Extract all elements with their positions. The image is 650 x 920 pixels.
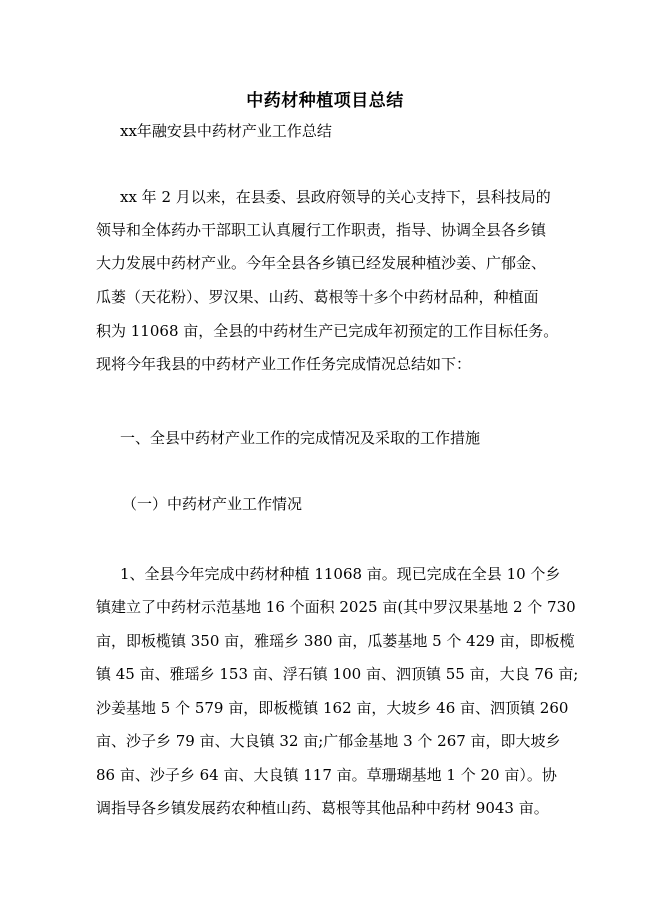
- para2-line: 调指导各乡镇发展药农种植山药、葛根等其他品种中药材 9043 亩。: [96, 799, 549, 817]
- para2-line: 镇建立了中药材示范基地 16 个面积 2025 亩(其中罗汉果基地 2 个 730: [96, 598, 576, 616]
- para1-line: 积为 11068 亩，全县的中药材生产已完成年初预定的工作目标任务。: [96, 322, 559, 340]
- section-heading-2: （一）中药材产业工作情况: [122, 495, 303, 513]
- para1-line: 领导和全体药办干部职工认真履行工作职责，指导、协调全县各乡镇: [96, 221, 547, 239]
- para2-line: 亩、沙子乡 79 亩、大良镇 32 亩;广郁金基地 3 个 267 亩，即大坡乡: [96, 732, 561, 750]
- para1-line: 瓜蒌（天花粉）、罗汉果、山药、葛根等十多个中药材品种，种植面: [96, 288, 539, 306]
- para2-line: 沙姜基地 5 个 579 亩，即板榄镇 162 亩，大坡乡 46 亩、泗顶镇 260: [96, 699, 569, 717]
- para2-line: 亩，即板榄镇 350 亩，雅瑶乡 380 亩，瓜蒌基地 5 个 429 亩，即板榄: [96, 632, 575, 650]
- document-title: 中药材种植项目总结: [246, 91, 404, 111]
- section-heading-1: 一、全县中药材产业工作的完成情况及采取的工作措施: [120, 429, 481, 447]
- para2-line: 1、全县今年完成中药材种植 11068 亩。现已完成在全县 10 个乡: [120, 565, 561, 583]
- document-subtitle: xx年融安县中药材产业工作总结: [120, 122, 332, 140]
- para1-line: xx 年 2 月以来，在县委、县政府领导的关心支持下，县科技局的: [120, 188, 551, 206]
- para2-line: 镇 45 亩、雅瑶乡 153 亩、浮石镇 100 亩、泗顶镇 55 亩，大良 76 亩;: [96, 665, 579, 683]
- para2-line: 86 亩、沙子乡 64 亩、大良镇 117 亩。草珊瑚基地 1 个 20 亩）。协: [96, 766, 557, 784]
- para1-line: 现将今年我县的中药材产业工作任务完成情况总结如下：: [96, 355, 472, 373]
- para1-line: 大力发展中药材产业。今年全县各乡镇已经发展种植沙姜、广郁金、: [96, 254, 547, 272]
